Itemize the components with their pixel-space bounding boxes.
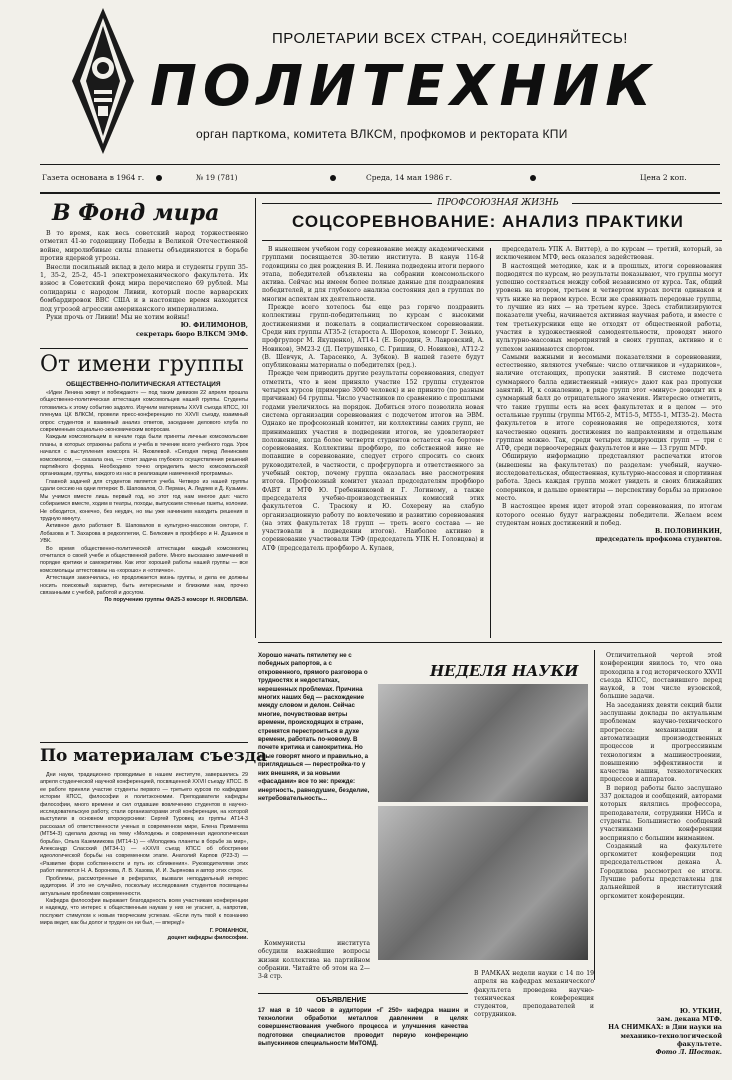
separator-dot-icon	[156, 175, 162, 181]
competition-signature-name: В. ПОЛОВИНКИН,	[655, 528, 722, 536]
science-signature	[600, 1008, 722, 1057]
motto: ПРОЛЕТАРИИ ВСЕХ СТРАН, СОЕДИНЯЙТЕСЬ!	[272, 30, 628, 47]
masthead	[0, 0, 732, 170]
science-week-intro: В РАМКАХ недели науки с 14 по 19 апреля на кафедрах механического факультета проведена научно-техническая конференция студентов, преподавателей и сотрудников.	[474, 970, 594, 1019]
column-divider	[594, 650, 595, 980]
science-paragraph-4: Созданный на факультете оргкомитет конференции под председательством декана А. Городилова рассмотрел ее итоги. Лучшие работы представлены для дальнейшей в институтский оргкомитет конференции.	[600, 842, 722, 900]
competition-paragraph-8: В настоящее время идет второй этап соревнования, по итогам которого осенью будут награждены победители. Желаем всем студентам новых достижений и побед.	[496, 503, 722, 527]
group-paragraph-3: Главной задачей для студентов является учеба. Четверо из нашей группы сдали сессию на одни пятерки: В. Шаповалов, О. Перман, А. Ледяев и Д. Кузьмин. Мы учимся вместе лишь первый год, но этот год нам многое дал: часто собираемся вместе, ходим в театры, походы, выпускаем стенные газеты, колонии. Не обходится, конечно, без неудач, но мы уже начинаем находить решения в трудную минуту.	[40, 478, 248, 522]
emblem-icon	[70, 6, 136, 156]
competition-paragraph-1: В нынешнем учебном году соревнование между академическими группами посвящается 30-летию института. В канун 116-й годовщины со дня рождения В. И. Ленина подведены итоги первого этапа, победителей объявлены на собрании комсомольского актива. Сейчас мы имеем более полные данные для поздравления победителей, и для глубокого анализа состояния дел в группах по многим аспектам их деятельности.	[262, 246, 484, 303]
kicker-rule	[572, 203, 722, 204]
group-paragraph-6: Аттестация закончилась, но продолжается жизнь группы, и дела ее должны носить поисковый характер, быть интересными и близкими нам, прочно связанными с учебой, работой и досугом.	[40, 575, 248, 596]
editorial-text: Хорошо начать пятилетку не с победных рапортов, а с откровенного, прямого разговора о трудностях и недостатках, нерешенных проблемах. Причина многих наших бед — расхождение между словом и делом. Сейчас многие, почувствовав ветры времени, происходящих в стране, стремятся перестроиться в духе времени, работать по-новому. В почете критика и самокритика. Но иные говорят много и правильно, а приглядишься — перестройка-то у них внешняя, и за новыми «фасадами» все то же: прежде: инертность, равнодушие, безделие, нетребовательность...	[258, 652, 370, 802]
newspaper-title: ПОЛИТЕХНИК	[150, 54, 657, 119]
science-photo-bottom	[378, 806, 588, 960]
editorial-block	[258, 652, 370, 803]
science-week-column	[600, 652, 722, 901]
science-paragraph-1: Отличительной чертой этой конференции явилось то, что она проходила в год исторического XXVII съезда КПСС, поставившего перед наукой, в том числе вузовской, большие задачи.	[600, 652, 722, 701]
science-week-title: НЕДЕЛЯ НАУКИ	[430, 662, 579, 680]
fund-paragraph-3: Руки прочь от Ливии! Мы не хотим войны!	[46, 314, 190, 322]
section-divider	[40, 742, 248, 743]
issue-bar-bottom-rule	[40, 192, 720, 194]
issue-date: Среда, 14 мая 1986 г.	[366, 173, 452, 182]
column-divider	[255, 198, 256, 638]
science-photo-top	[378, 684, 588, 802]
photo-credit: Фото Л. Шостак.	[655, 1049, 722, 1057]
founded-note: Газета основана в 1964 г.	[42, 173, 145, 182]
congress-paragraph-2: Проблемы, рассмотренные в рефератах, вызвали неподдельный интерес аудитории. И это не случайно, поскольку исследования студентов посвящены актуальным проблемам современности.	[40, 875, 248, 897]
group-paragraph-5: Во время общественно-политической аттестации каждый комсомолец отчитался о своей учебе и общественной работе. Много высказано замечаний в порядке критики и самокритики. Как итог хорошей работы нашей группы — все комсомольцы аттестованы на «хорошо» и «отлично».	[40, 545, 248, 574]
science-paragraph-2: На заседаниях девяти секций были заслушаны доклады по актуальным проблемам научно-технического прогресса: механизации и автоматизации производственных процессов и прогрессивным технологиям в машиностроении, повышению эффективности и качества машин, технологических процессов и аппаратов.	[600, 701, 722, 784]
issue-bar-top-rule	[40, 164, 720, 165]
competition-paragraph-3: Прежде чем приводить другие результаты соревнования, следует отметить, что в нем приняло участие 152 группы студентов четырех курсов (примерно 3000 человек) и не принято (по разным причинам) 64 группы. Число участников по сравнению с прошлыми годами увеличилось на порядок. Добиться этого позволила новая система организации соревнования с подсчетом итогов на ЭВМ. Однако не профсоюзный комитет, ни коллективы самих групп, не принимавших участия в подведении итогов, не удовлетворяет положение, когда более четверти студентов остается «за бортом» соревнования. Коллективы профбюро, по собственной вине не попавшие в соревнование, следует строго спросить со своих руководителей, в частности, с профгрупорга и ответственного за учебный сектор, почему группа оказалась вне рассмотрения итогов. Профсоюзный комитет указал председателям профбюро ФАВТ и МТФ Ю. Гребенниковой и Г. Логиному, а также председателя учебно-производственных комиссий этих факультетов С. Трасюку и Ю. Сохерену на слабую организационную работу по вовлечению и развитию соревнования (на этих факультетах 18 групп — треть всего состава — не участвовали в подведении итогов). Наиболее активно в соревнование участвовали ТЭФ (председатель УПК Н. Головцова) и АТФ (председатель профбюро А. Кулаев,	[262, 370, 484, 552]
separator-dot-icon	[330, 175, 336, 181]
science-paragraph-3: В период работы было заслушано 337 докладов и сообщений, авторами которых являлись профессора, преподаватели, сотрудники НИСа и студенты. Большинство сообщений участниками конференции восприняло с большим вниманием.	[600, 784, 722, 842]
fund-signature-name: Ю. ФИЛИМОНОВ,	[180, 322, 248, 330]
congress-paragraph-3: Кафедра философии выражает благодарность всем участникам конференции и надежду, что интерес к общественным наукам у них не угаснет, а, напротив, послужит стимулом к новым творческим успехам. «Если путь твой к познанию мира ведет, как бы долог и труден он ни был, — вперед!»	[40, 897, 248, 927]
announcement-text: 17 мая в 10 часов в аудитории «Г 250» кафедра машин и технологии обработки металлов давлением в целях совершенствования учебного процесса и улучшения качества подготовки специалистов проводит первую конференцию выпускников специальности МиТОМД.	[258, 1007, 468, 1047]
issue-number: № 19 (781)	[196, 173, 238, 182]
group-title: От имени группы	[40, 352, 244, 377]
section-divider	[258, 993, 468, 994]
competition-title-rule	[262, 240, 722, 241]
section-divider	[40, 348, 248, 349]
group-signature: По поручению группы ФА25-3 комсорг Н. ЯКОВЛЕВА.	[104, 597, 248, 604]
kicker-rule	[262, 203, 432, 204]
fund-title: В Фонд мира	[52, 200, 220, 226]
competition-kicker: ПРОФСОЮЗНАЯ ЖИЗНЬ	[437, 198, 559, 208]
competition-paragraph-5: В настоящей методике, как и в прошлых, итоги соревнования подводятся по курсам, но результаты показывают, что группы могут успешно состязаться между собой независимо от курса. Так, общий уровень на втором, третьем и четвертом курсах почти одинаков и чуть ниже на первом курсе. Если же сравнивать передовые группы, то лучшие из них — на третьем курсе. Здесь стабилизируются показатели учебы, начинается активная научная работа, и вместе с тем третьекурсники еще не отходят от общественной работы, участия в художественной самодеятельности, проводят много культурно-массовых мероприятий в своих группах, активно и с успехом занимаются спортом.	[496, 262, 722, 353]
congress-signature-name: Г. РОМАННОК,	[209, 927, 248, 934]
group-article	[40, 390, 248, 605]
congress-signature-role: доцент кафедры философии.	[167, 934, 248, 941]
group-paragraph-1: «Идеи Ленина живут и побеждают» — под таким девизом 22 апреля прошла общественно-политическая аттестация комсомольцев нашей группы. Студенты готовились к этому событию задолго. Изучили материалы XXVII съезда КПСС, XII пленума ЦК ВЛКСМ, провели пресс-конференцию по XXVII съезду, взаимный опрос студентов и взаимный анализ ответов, заседание делового клуба по современным социально-экономическим вопросам.	[40, 390, 248, 434]
price: Цена 2 коп.	[640, 173, 687, 182]
fund-article	[40, 230, 248, 339]
column-divider	[490, 248, 491, 638]
competition-paragraph-4: председатель УПК А. Виттер), а по курсам — третий, который, за исключением МТФ, весь оказался задействован.	[496, 246, 722, 262]
fund-signature-role: секретарь бюро ВЛКСМ ЭМФ.	[135, 330, 248, 338]
competition-title: СОЦСОРЕВНОВАНИЕ: АНАЛИЗ ПРАКТИКИ	[292, 212, 684, 231]
group-paragraph-2: Каждым комсомольцем в начале года были приняты личные комсомольские планы, в которых отражены работа и учеба в течение всего учебного года. Урок начался с выступления комсорга Н. Яковлевой. «Сегодня перед Ленинским комсомолом, — сказала она, — стоит задача глубокого осуществления решений партийного форума. Необходимо точно определить место комсомольской организации, группы, каждого из нас в реализации намеченной программы».	[40, 434, 248, 478]
congress-article	[40, 772, 248, 942]
group-paragraph-4: Активное дело работают В. Шаповалов в культурно-массовом секторе, Г. Лобазова и Т. Захарова в редколлегии, С. Белкович в профбюро и Н. Душинок в УВК.	[40, 523, 248, 545]
competition-column-1	[262, 246, 484, 553]
group-kicker: ОБЩЕСТВЕННО-ПОЛИТИЧЕСКАЯ АТТЕСТАЦИЯ	[66, 381, 221, 388]
competition-paragraph-6: Самыми важными и весомыми показателями в соревновании, естественно, являются учебные: число отличников и «ударников», наличие отстающих, пропуски занятий. В системе подсчета суммарного балла единственный «минус» дают как раз пропуски занятий. И, к сожалению, в ряде групп этот «минус» доводит их в суммарный балл до отрицательного значения. Интересно отметить, что такие группы есть на всех факультетах и в целом — это остальные группы (группы МТ65-2, МТ15-5, МТ55-1, МТ35-2). Места факультетов в итоге соревнования не определяются, хотя качественно оценить достижения по направлениям и отдельным группам можно. Так, среди четырех лидирующих групп — три с АТФ, среди первоочередных факультетов и вне — 13 групп МТФ.	[496, 353, 722, 453]
photo-caption: НА СНИМКАХ: в Дни науки на механико-технологической факультете.	[608, 1024, 722, 1048]
fund-paragraph-1: В то время, как весь советский народ торжественно отметил 41-ю годовщину Победы в Великой Отечественной войне, миролюбивые силы планеты объединяются в борьбе против ядерной угрозы.	[40, 230, 248, 263]
science-signature-role: зам. декана МТФ.	[656, 1016, 722, 1024]
science-signature-name: Ю. УТКИН,	[679, 1008, 722, 1015]
fund-paragraph-2: Внесли посильный вклад в дело мира и студенты групп 35-1, 35-2, 25-2, 45-1 электромеханического факультета. Их взнос в Советский фонд мира перечислено 69 рублей. Мы солидарны с народом Ливии, который после варварских бомбардировок ВВС США и в настоящее время находится под угрозой агрессии американского империализма.	[40, 263, 248, 313]
section-divider	[258, 642, 722, 643]
competition-signature-role: председатель профкома студентов.	[595, 536, 722, 544]
announcement-label: ОБЪЯВЛЕНИЕ	[316, 997, 367, 1004]
competition-paragraph-7: Обширную информацию представляют распечатки итогов (вывешены на факультетах) по разделам: учебный, научно-исследовательская, общественная, культурно-массовая и спортивная работа. Здесь каждая группа может увидеть и своих ближайших соперников, и дальше ориентиры — перспективу борьбы за призовое место.	[496, 453, 722, 502]
party-meeting-note: Коммунисты института обсудили важнейшие вопросы жизни коллектива на партийном собрании. Читайте об этом на 2—3-й стр.	[258, 940, 370, 981]
competition-paragraph-2: Прежде всего хотелось бы еще раз горячо поздравить коллективы групп-победительниц по курсам с высокими достижениями и пожелать в социалистическом соревновании. Среди них группы АТ35-2 (староста А. Шорохов, комсорг Г. Зенько, профгрупорг М. Якущенко), АТ14-1 (Е. Бородин, Э. Лавровский, А. Новиков), ЭМ23-2 (Д. Петрушенко, С. Гришин, О. Новиков), АТ12-2 (В. Шевчук, А. Тарасенко, А. Зубков). В нашей газете будут опубликованы материалы о победителях (ред.).	[262, 304, 484, 370]
newspaper-subtitle: орган парткома, комитета ВЛКСМ, профкомов и ректората КПИ	[196, 127, 568, 141]
congress-paragraph-1: Дни науки, традиционно проводимые в нашем институте, завершились 29 апреля студенческой научной конференцией, посвященной XXVII съезду КПСС. В ее работе приняли участие студенты первого — третьего курсов по кафедрам истории КПСС, философии и политэкономии. Преподаватели кафедры философии, много времени и сил отдавшие вовлечению студентов в научно-исследовательскую работу, стали организаторами этой конференции, на которой выступили в основном второкурсники: Сергей Туровец из группы АТ14-3 рассказал об ответственности ученых в современном мире, Елена Примачева (МТ54-3) сделала доклад на тему «Молодежь и современная идеологическая борьба», Ольга Каземиикова (МТ14-1) — «Молодежь планеты в борьбе за мир», Александр Сласский (МТ34-1) — «XXVII съезд КПСС об обострении идеологической борьбы на современном этапе. Анатолий Карпов (Р23-3) — «Развитие форм собственности и путь их сближения». Руководителями этих работ являются Н. А. Боронова, Л. В. Хазова, И. И. Зырянова и автор этих строк.	[40, 772, 248, 875]
competition-column-2	[496, 246, 722, 545]
separator-dot-icon	[530, 175, 536, 181]
congress-title: По материалам съезда	[40, 746, 268, 766]
